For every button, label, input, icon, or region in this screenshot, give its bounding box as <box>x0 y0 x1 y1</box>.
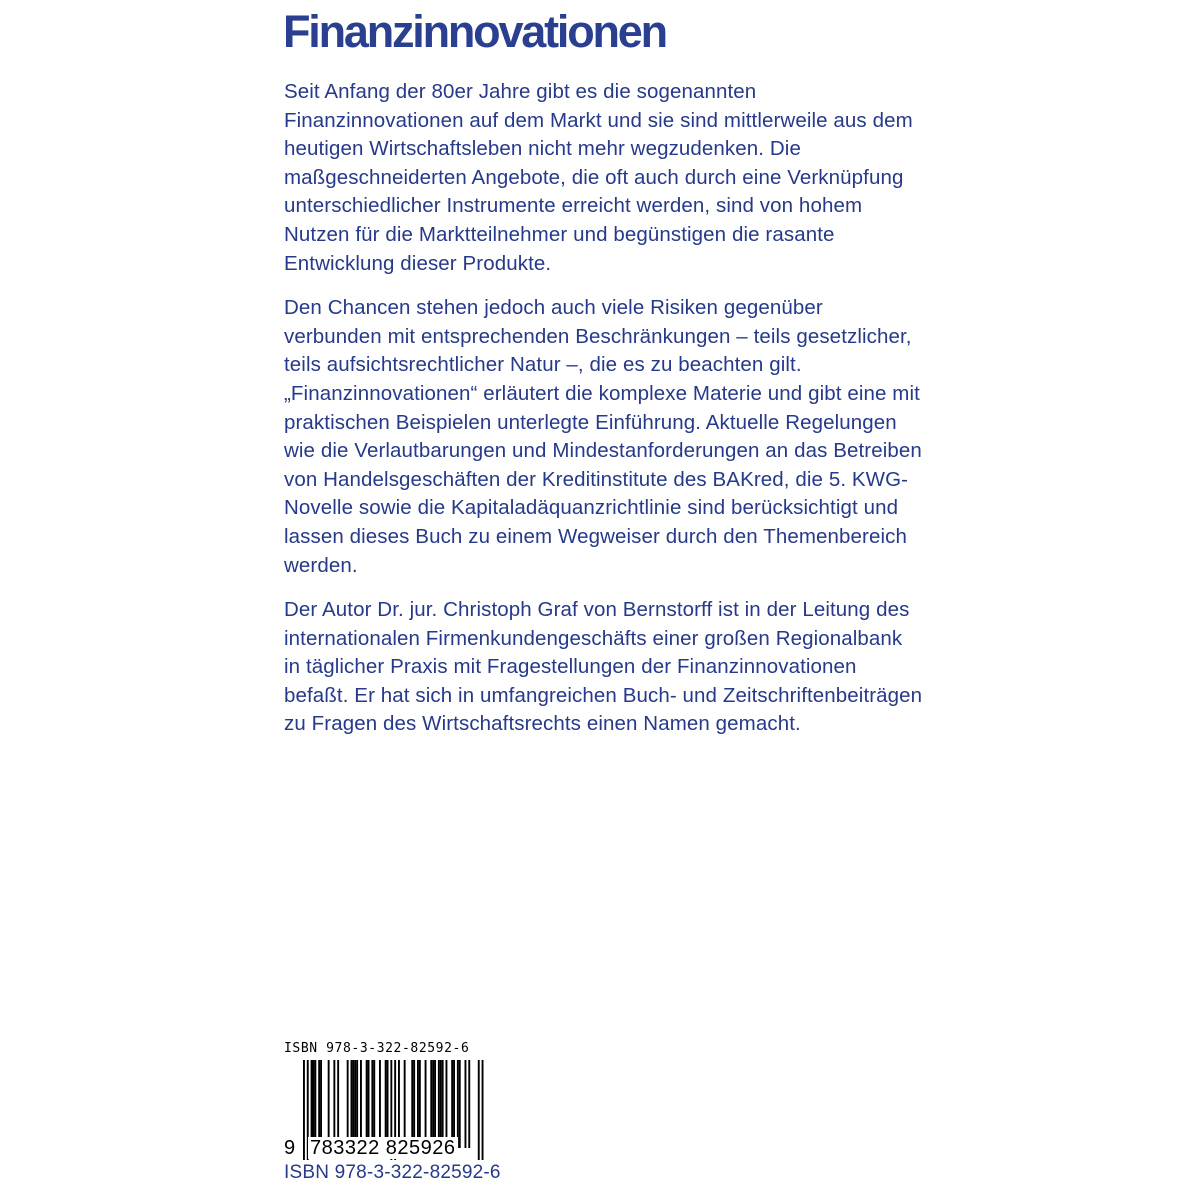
blurb-paragraph-author: Der Autor Dr. jur. Christoph Graf von Bernstorff ist in der Leitung des internationalen Firmenkundengeschäfts einer großen Regionalbank in täglicher Praxis mit Fragestellungen der Finanzinnovationen befaßt. Er hat sich in umfangreichen Buch- und Zeitschriftenbeiträgen zu Fragen des Wirtschaftsrechts einen Namen gemacht. <box>284 598 923 736</box>
barcode-bar <box>482 1060 484 1160</box>
barcode-block <box>284 1041 514 1160</box>
barcode-bar <box>434 1060 436 1148</box>
barcode-bar <box>318 1060 320 1148</box>
barcode-bar <box>320 1060 322 1148</box>
barcode-bar <box>354 1060 356 1148</box>
barcode-bar <box>451 1060 453 1148</box>
barcode-bar <box>347 1060 349 1148</box>
barcode-bar <box>311 1060 313 1148</box>
barcode-bar <box>351 1060 353 1148</box>
barcode-bar <box>453 1060 455 1148</box>
barcode-bar <box>438 1060 440 1148</box>
blurb-text <box>284 78 924 755</box>
barcode-bar <box>468 1060 470 1148</box>
book-title: Finanzinnovationen <box>283 6 666 57</box>
barcode-bar <box>478 1060 480 1160</box>
barcode-bar <box>360 1060 362 1148</box>
blurb-paragraph-intro: Seit Anfang der 80er Jahre gibt es die sogenannten Finanzinnovationen auf dem Markt und sie sind mittlerweile aus dem heutigen Wirtschaftsleben nicht mehr wegzudenken. Die maßgeschneiderten Angebote, die oft auch durch eine Verknüpfung unterschiedlicher Instrumente erreicht werden, sind von hohem Nutzen für die Marktteilnehmer und begünstigen die rasante Entwicklung dieser Produkte. <box>284 80 913 275</box>
barcode-bar <box>385 1060 387 1148</box>
barcode-bar <box>430 1060 432 1148</box>
blurb-paragraph-risks: Den Chancen stehen jedoch auch viele Risiken gegenüber verbunden mit entsprechenden Beschränkungen – teils gesetzlicher, teils aufsichtsrechtlicher Natur –, die es zu beachten gilt. „Finanzinnovationen“ erläutert die komplexe Materie und gibt eine mit praktischen Beispielen unterlegte Einführung. Aktuelle Regelungen wie die Verlautbarungen und Mindestanforderungen an das Betreiben von Handelsgeschäften der Kreditinstitute des BAKred, die 5. KWG-Novelle sowie die Kapitaladäquanzrichtlinie sind berücksichtigt und lassen dieses Buch zu einem Wegweiser durch den Themenbereich werden. <box>284 296 922 577</box>
barcode-bar <box>440 1060 442 1148</box>
barcode-bar <box>352 1060 354 1148</box>
barcode-bar <box>425 1060 427 1148</box>
barcode-bar <box>371 1060 373 1148</box>
barcode-bar <box>303 1060 305 1160</box>
barcode-bar <box>417 1060 419 1148</box>
barcode-bar <box>398 1060 400 1148</box>
barcode-bar <box>328 1060 330 1148</box>
barcode-digits-rest: 783322 825926 <box>310 1137 456 1159</box>
barcode-bar <box>314 1060 316 1148</box>
barcode-bar <box>459 1060 461 1148</box>
barcode-bar <box>442 1060 444 1148</box>
barcode-isbn-label: ISBN 978-3-322-82592-6 <box>284 1041 470 1056</box>
barcode-bar <box>373 1060 375 1148</box>
barcode-bar <box>337 1060 339 1148</box>
barcode-bar <box>432 1060 434 1148</box>
barcode-bar <box>366 1060 368 1148</box>
barcode-bar <box>313 1060 315 1148</box>
barcode-digit-first: 9 <box>284 1137 296 1159</box>
barcode-bar <box>387 1060 389 1148</box>
barcode-bar <box>379 1060 381 1148</box>
barcode-bar <box>413 1060 415 1148</box>
barcode-bar <box>446 1060 448 1148</box>
isbn-footer: ISBN 978-3-322-82592-6 <box>284 1162 501 1183</box>
barcode-bar <box>356 1060 358 1148</box>
barcode-bar <box>465 1060 467 1148</box>
barcode-bar <box>419 1060 421 1148</box>
barcode-bar <box>411 1060 413 1148</box>
barcode-bar <box>404 1060 406 1148</box>
barcode-bar <box>368 1060 370 1148</box>
barcode-bar <box>457 1060 459 1148</box>
barcode-bar <box>333 1060 335 1148</box>
